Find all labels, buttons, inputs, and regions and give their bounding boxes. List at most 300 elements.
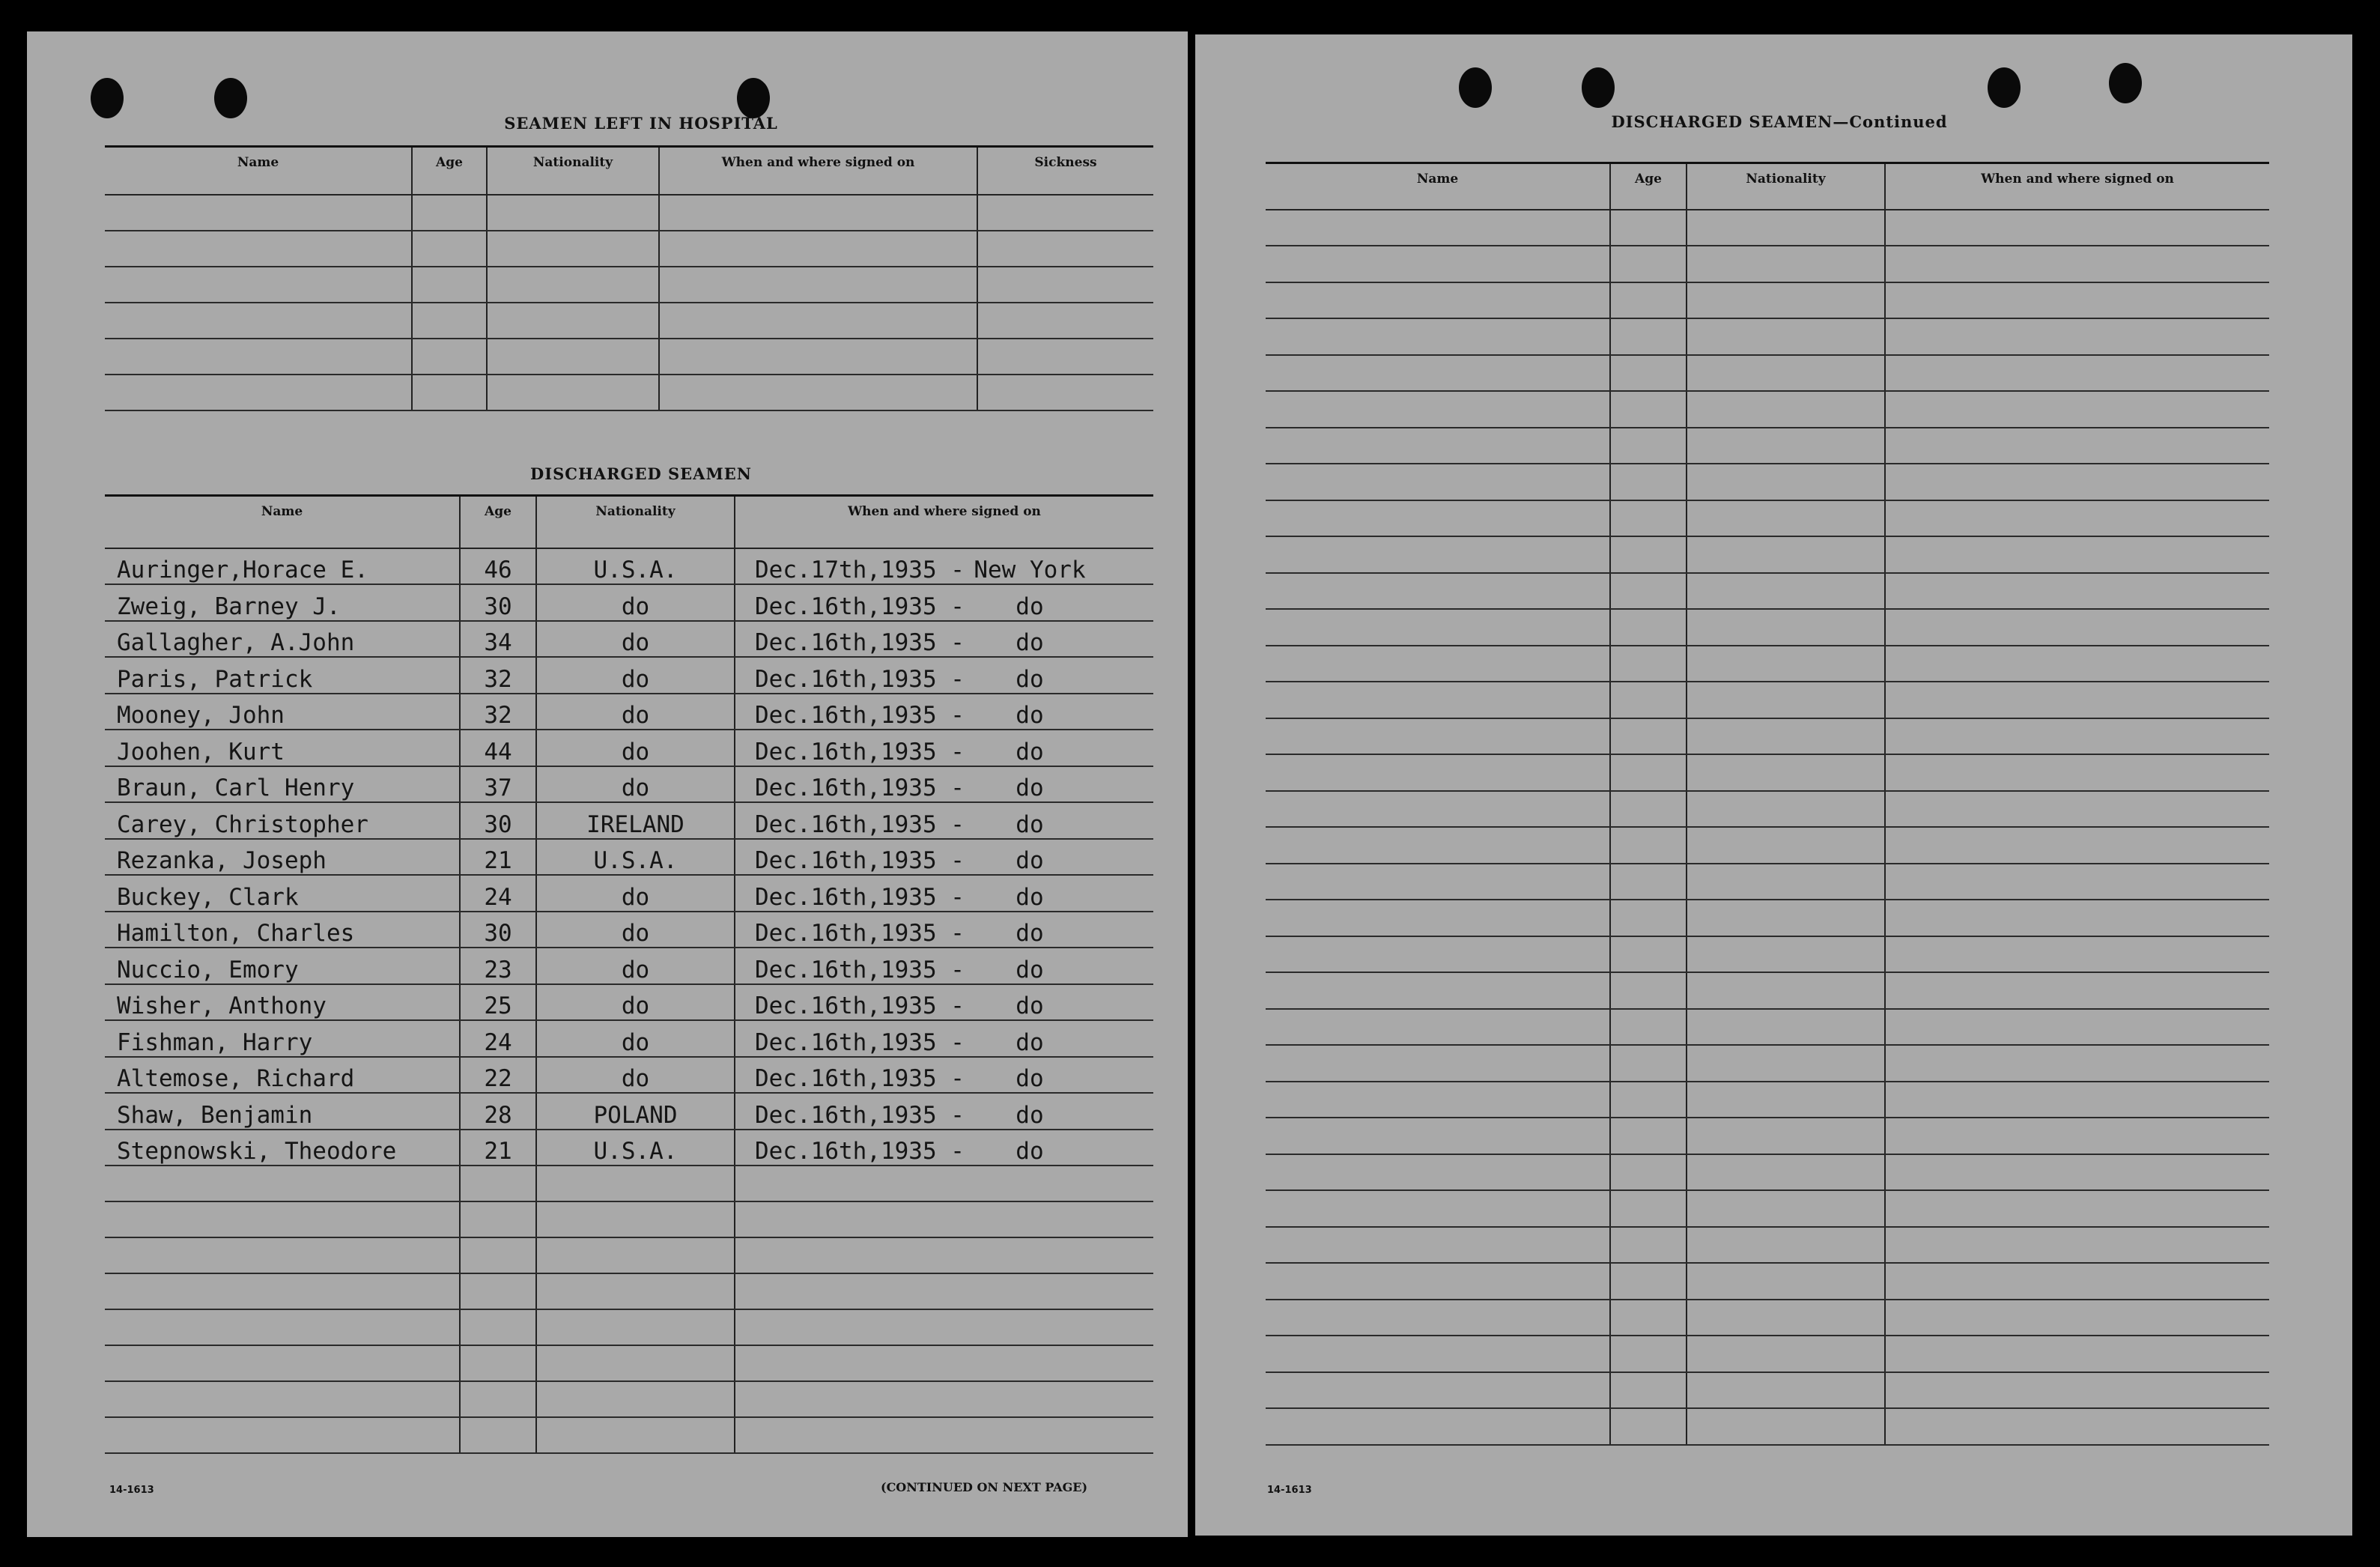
signed-on-place: do — [1016, 592, 1044, 620]
signed-on-date: Dec.16th,1935 - — [755, 1138, 965, 1165]
blank-cell — [735, 1273, 1153, 1309]
blank-cell — [1687, 1336, 1885, 1372]
signed-on-place: do — [1016, 702, 1044, 729]
signed-on-cell — [735, 621, 1153, 658]
blank-row — [105, 231, 1153, 267]
signed-on-cell — [735, 584, 1153, 621]
blank-row — [1266, 1408, 2269, 1445]
seaman-age: 21 — [460, 1130, 536, 1166]
blank-row — [1266, 1190, 2269, 1227]
column-header: When and where signed on — [1885, 163, 2269, 210]
blank-cell — [977, 195, 1153, 231]
blank-cell — [1687, 827, 1885, 864]
hospital-table-header — [105, 147, 1153, 195]
blank-cell — [1885, 210, 2269, 246]
blank-cell — [1885, 1045, 2269, 1082]
signed-on-place: do — [1016, 956, 1044, 983]
column-header: Age — [460, 496, 536, 548]
seaman-nationality: do — [536, 621, 735, 658]
column-header: Name — [105, 496, 460, 548]
blank-cell — [1610, 646, 1687, 682]
blank-cell — [1687, 1408, 1885, 1445]
signed-on-cell — [735, 694, 1153, 730]
blank-cell — [1610, 1190, 1687, 1227]
blank-row — [105, 339, 1153, 375]
blank-cell — [977, 267, 1153, 303]
blank-cell — [105, 267, 412, 303]
blank-cell — [1885, 1336, 2269, 1372]
blank-row — [1266, 500, 2269, 537]
blank-cell — [1610, 1082, 1687, 1118]
signed-on-place: do — [1016, 1065, 1044, 1092]
blank-row — [1266, 246, 2269, 282]
blank-cell — [1266, 1190, 1610, 1227]
column-header: Nationality — [487, 147, 659, 195]
blank-cell — [1266, 282, 1610, 319]
seaman-name: Zweig, Barney J. — [105, 584, 460, 621]
seaman-row — [105, 621, 1153, 658]
signed-on-date: Dec.16th,1935 - — [755, 1028, 965, 1056]
blank-row — [105, 195, 1153, 231]
signed-on-place: do — [1016, 629, 1044, 656]
blank-row — [1266, 791, 2269, 828]
blank-cell — [1687, 464, 1885, 500]
blank-cell — [460, 1273, 536, 1309]
blank-cell — [1687, 972, 1885, 1009]
blank-cell — [536, 1201, 735, 1237]
signed-on-date: Dec.16th,1935 - — [755, 883, 965, 911]
blank-cell — [1885, 1227, 2269, 1264]
blank-row — [1266, 464, 2269, 500]
signed-on-date: Dec.16th,1935 - — [755, 847, 965, 874]
blank-cell — [1610, 318, 1687, 355]
signed-on-cell — [735, 766, 1153, 803]
blank-row — [1266, 536, 2269, 573]
continued-table-header — [1266, 163, 2269, 210]
blank-cell — [536, 1417, 735, 1453]
blank-cell — [1687, 900, 1885, 936]
blank-row — [1266, 1336, 2269, 1372]
blank-cell — [1885, 1408, 2269, 1445]
seaman-age: 44 — [460, 730, 536, 766]
blank-cell — [1610, 864, 1687, 900]
blank-cell — [735, 1345, 1153, 1381]
signed-on-place: do — [1016, 810, 1044, 838]
blank-cell — [1885, 827, 2269, 864]
seaman-name: Mooney, John — [105, 694, 460, 730]
blank-cell — [1610, 936, 1687, 973]
discharged-section-title: DISCHARGED SEAMEN — [530, 464, 752, 483]
right-page — [1195, 34, 2352, 1536]
blank-cell — [1610, 791, 1687, 828]
blank-cell — [977, 339, 1153, 375]
blank-cell — [1266, 718, 1610, 755]
blank-cell — [1610, 1300, 1687, 1336]
blank-cell — [536, 1309, 735, 1345]
signed-on-cell — [735, 1130, 1153, 1166]
blank-row — [105, 1273, 1153, 1309]
blank-cell — [105, 1201, 460, 1237]
blank-cell — [1610, 355, 1687, 392]
signed-on-cell — [735, 1057, 1153, 1094]
blank-cell — [735, 1201, 1153, 1237]
signed-on-cell — [735, 839, 1153, 876]
blank-cell — [1266, 355, 1610, 392]
blank-row — [105, 1309, 1153, 1345]
blank-row — [1266, 318, 2269, 355]
blank-cell — [460, 1345, 536, 1381]
blank-cell — [1266, 573, 1610, 610]
blank-row — [1266, 682, 2269, 718]
signed-on-date: Dec.16th,1935 - — [755, 775, 965, 801]
blank-cell — [460, 1309, 536, 1345]
seaman-row — [105, 1093, 1153, 1130]
blank-cell — [1885, 573, 2269, 610]
blank-cell — [412, 231, 487, 267]
blank-cell — [1610, 754, 1687, 791]
discharged-table — [105, 494, 1153, 1454]
blank-row — [105, 1237, 1153, 1273]
blank-cell — [1610, 1263, 1687, 1300]
blank-cell — [1687, 1300, 1885, 1336]
blank-cell — [1885, 1082, 2269, 1118]
blank-cell — [1610, 246, 1687, 282]
continued-note: (CONTINUED ON NEXT PAGE) — [881, 1480, 1088, 1494]
blank-row — [1266, 1009, 2269, 1046]
column-header: When and where signed on — [659, 147, 977, 195]
blank-cell — [1266, 1045, 1610, 1082]
blank-cell — [1266, 1263, 1610, 1300]
seaman-row — [105, 1020, 1153, 1057]
seaman-row — [105, 948, 1153, 984]
seaman-nationality: do — [536, 694, 735, 730]
seaman-nationality: do — [536, 584, 735, 621]
blank-cell — [1885, 754, 2269, 791]
blank-cell — [735, 1309, 1153, 1345]
blank-cell — [659, 339, 977, 375]
blank-cell — [1687, 282, 1885, 319]
seaman-row — [105, 875, 1153, 912]
blank-cell — [1266, 646, 1610, 682]
seaman-row — [105, 766, 1153, 803]
blank-cell — [1885, 682, 2269, 718]
seaman-nationality: do — [536, 875, 735, 912]
seaman-nationality: do — [536, 766, 735, 803]
seaman-nationality: do — [536, 948, 735, 984]
seaman-nationality: U.S.A. — [536, 1130, 735, 1166]
blank-cell — [1687, 1227, 1885, 1264]
blank-cell — [487, 375, 659, 410]
signed-on-place: do — [1016, 1138, 1044, 1165]
blank-cell — [1266, 972, 1610, 1009]
column-header: Name — [1266, 163, 1610, 210]
blank-row — [1266, 609, 2269, 646]
seaman-row — [105, 912, 1153, 948]
blank-cell — [1266, 500, 1610, 537]
blank-cell — [1266, 900, 1610, 936]
blank-row — [1266, 1118, 2269, 1154]
blank-cell — [1687, 1082, 1885, 1118]
signed-on-date: Dec.16th,1935 - — [755, 956, 965, 983]
seaman-nationality: do — [536, 912, 735, 948]
seaman-name: Altemose, Richard — [105, 1057, 460, 1094]
seaman-nationality: U.S.A. — [536, 548, 735, 585]
signed-on-place: do — [1016, 992, 1044, 1019]
seaman-row — [105, 1057, 1153, 1094]
blank-row — [1266, 1154, 2269, 1191]
seaman-name: Gallagher, A.John — [105, 621, 460, 658]
blank-cell — [412, 339, 487, 375]
blank-cell — [1266, 246, 1610, 282]
seaman-nationality: IRELAND — [536, 802, 735, 839]
blank-cell — [1610, 718, 1687, 755]
blank-cell — [1266, 827, 1610, 864]
punch-hole — [1459, 67, 1492, 108]
blank-cell — [1885, 1118, 2269, 1154]
signed-on-place: do — [1016, 883, 1044, 911]
blank-row — [1266, 827, 2269, 864]
blank-cell — [1266, 682, 1610, 718]
blank-cell — [1610, 682, 1687, 718]
blank-row — [1266, 1227, 2269, 1264]
blank-cell — [1266, 936, 1610, 973]
hospital-section-title: SEAMEN LEFT IN HOSPITAL — [504, 114, 778, 133]
blank-cell — [1885, 464, 2269, 500]
seaman-name: Buckey, Clark — [105, 875, 460, 912]
signed-on-place: do — [1016, 920, 1044, 947]
seaman-name: Shaw, Benjamin — [105, 1093, 460, 1130]
blank-cell — [1266, 464, 1610, 500]
blank-cell — [1885, 500, 2269, 537]
blank-cell — [536, 1345, 735, 1381]
signed-on-date: Dec.16th,1935 - — [755, 1101, 965, 1129]
punch-hole — [1582, 67, 1615, 108]
signed-on-place: do — [1016, 738, 1044, 766]
seaman-row — [105, 802, 1153, 839]
blank-cell — [1266, 536, 1610, 573]
blank-cell — [536, 1237, 735, 1273]
form-number: 14-1613 — [109, 1485, 154, 1496]
seaman-name: Rezanka, Joseph — [105, 839, 460, 876]
blank-cell — [1610, 972, 1687, 1009]
blank-row — [105, 1201, 1153, 1237]
signed-on-date: Dec.16th,1935 - — [755, 702, 965, 729]
blank-cell — [1687, 754, 1885, 791]
blank-cell — [1266, 1082, 1610, 1118]
column-header: Name — [105, 147, 412, 195]
blank-cell — [659, 231, 977, 267]
blank-cell — [536, 1273, 735, 1309]
blank-cell — [105, 1381, 460, 1417]
seaman-age: 28 — [460, 1093, 536, 1130]
blank-cell — [105, 1309, 460, 1345]
blank-cell — [1266, 1009, 1610, 1046]
blank-row — [1266, 900, 2269, 936]
blank-cell — [487, 303, 659, 339]
blank-row — [105, 1417, 1153, 1453]
blank-cell — [1610, 1154, 1687, 1191]
seaman-age: 21 — [460, 839, 536, 876]
blank-cell — [1610, 1408, 1687, 1445]
blank-cell — [1885, 646, 2269, 682]
seaman-name: Wisher, Anthony — [105, 984, 460, 1021]
blank-cell — [1687, 864, 1885, 900]
seaman-age: 23 — [460, 948, 536, 984]
signed-on-cell — [735, 657, 1153, 694]
blank-row — [1266, 646, 2269, 682]
blank-row — [1266, 754, 2269, 791]
blank-cell — [1610, 573, 1687, 610]
blank-cell — [460, 1417, 536, 1453]
seaman-age: 37 — [460, 766, 536, 803]
hospital-table — [105, 145, 1153, 411]
blank-cell — [1885, 318, 2269, 355]
blank-cell — [460, 1237, 536, 1273]
blank-cell — [105, 1273, 460, 1309]
form-number: 14-1613 — [1267, 1485, 1312, 1496]
blank-cell — [1266, 791, 1610, 828]
blank-cell — [1885, 609, 2269, 646]
blank-cell — [1610, 1372, 1687, 1409]
blank-row — [1266, 1263, 2269, 1300]
blank-cell — [1610, 1009, 1687, 1046]
seaman-nationality: do — [536, 1057, 735, 1094]
blank-cell — [1687, 1009, 1885, 1046]
blank-cell — [1610, 210, 1687, 246]
blank-cell — [105, 339, 412, 375]
column-header: Sickness — [977, 147, 1153, 195]
blank-cell — [487, 231, 659, 267]
blank-cell — [735, 1237, 1153, 1273]
blank-cell — [1687, 791, 1885, 828]
seaman-row — [105, 839, 1153, 876]
blank-cell — [105, 1345, 460, 1381]
column-header: Age — [1610, 163, 1687, 210]
seaman-row — [105, 730, 1153, 766]
seaman-age: 46 — [460, 548, 536, 585]
blank-cell — [105, 231, 412, 267]
blank-cell — [659, 195, 977, 231]
blank-cell — [1687, 1263, 1885, 1300]
blank-cell — [105, 195, 412, 231]
signed-on-place: do — [1016, 665, 1044, 693]
blank-cell — [487, 267, 659, 303]
signed-on-cell — [735, 802, 1153, 839]
seaman-age: 30 — [460, 912, 536, 948]
seaman-row — [105, 657, 1153, 694]
column-header: When and where signed on — [735, 496, 1153, 548]
blank-cell — [487, 339, 659, 375]
blank-row — [1266, 391, 2269, 428]
seaman-row — [105, 984, 1153, 1021]
blank-cell — [412, 267, 487, 303]
seaman-age: 30 — [460, 584, 536, 621]
blank-cell — [1687, 246, 1885, 282]
blank-cell — [1610, 609, 1687, 646]
blank-cell — [1687, 718, 1885, 755]
seaman-age: 25 — [460, 984, 536, 1021]
blank-cell — [1266, 318, 1610, 355]
blank-cell — [1687, 536, 1885, 573]
blank-cell — [536, 1166, 735, 1201]
seaman-name: Paris, Patrick — [105, 657, 460, 694]
blank-cell — [1610, 536, 1687, 573]
seaman-age: 24 — [460, 875, 536, 912]
blank-cell — [1885, 1154, 2269, 1191]
seaman-row — [105, 548, 1153, 585]
punch-hole — [737, 78, 770, 118]
signed-on-cell — [735, 948, 1153, 984]
signed-on-date: Dec.16th,1935 - — [755, 992, 965, 1019]
seaman-name: Joohen, Kurt — [105, 730, 460, 766]
blank-cell — [1266, 391, 1610, 428]
blank-cell — [977, 375, 1153, 410]
blank-row — [1266, 428, 2269, 464]
blank-row — [105, 375, 1153, 410]
blank-cell — [1687, 500, 1885, 537]
continued-section-title: DISCHARGED SEAMEN—Continued — [1611, 112, 1948, 131]
seaman-age: 34 — [460, 621, 536, 658]
blank-cell — [1885, 428, 2269, 464]
blank-cell — [1885, 1300, 2269, 1336]
left-page — [27, 31, 1188, 1537]
blank-cell — [1266, 428, 1610, 464]
blank-cell — [1266, 1227, 1610, 1264]
signed-on-place: do — [1016, 1101, 1044, 1129]
blank-cell — [735, 1381, 1153, 1417]
blank-cell — [105, 303, 412, 339]
blank-cell — [1610, 282, 1687, 319]
signed-on-date: Dec.17th,1935 - — [755, 557, 965, 584]
blank-cell — [1266, 1154, 1610, 1191]
blank-cell — [1885, 864, 2269, 900]
blank-cell — [536, 1381, 735, 1417]
signed-on-date: Dec.16th,1935 - — [755, 1065, 965, 1092]
blank-cell — [1687, 1372, 1885, 1409]
signed-on-date: Dec.16th,1935 - — [755, 738, 965, 766]
blank-cell — [1610, 1227, 1687, 1264]
seaman-nationality: POLAND — [536, 1093, 735, 1130]
signed-on-date: Dec.16th,1935 - — [755, 810, 965, 838]
punch-hole — [91, 78, 124, 118]
blank-cell — [1610, 827, 1687, 864]
blank-cell — [1885, 355, 2269, 392]
discharged-table-header — [105, 496, 1153, 548]
blank-cell — [1687, 936, 1885, 973]
blank-row — [1266, 1300, 2269, 1336]
signed-on-place: do — [1016, 847, 1044, 874]
blank-cell — [1885, 972, 2269, 1009]
seaman-age: 30 — [460, 802, 536, 839]
signed-on-cell — [735, 912, 1153, 948]
blank-cell — [1687, 355, 1885, 392]
seaman-name: Hamilton, Charles — [105, 912, 460, 948]
signed-on-date: Dec.16th,1935 - — [755, 665, 965, 693]
blank-row — [1266, 1045, 2269, 1082]
seaman-age: 32 — [460, 657, 536, 694]
blank-row — [1266, 1082, 2269, 1118]
blank-row — [1266, 282, 2269, 319]
blank-cell — [1610, 391, 1687, 428]
signed-on-cell — [735, 548, 1153, 585]
blank-cell — [1687, 1045, 1885, 1082]
blank-cell — [487, 195, 659, 231]
blank-cell — [1687, 1154, 1885, 1191]
blank-cell — [735, 1166, 1153, 1201]
signed-on-place: New York — [974, 557, 1086, 584]
blank-cell — [1687, 210, 1885, 246]
blank-row — [105, 1166, 1153, 1201]
